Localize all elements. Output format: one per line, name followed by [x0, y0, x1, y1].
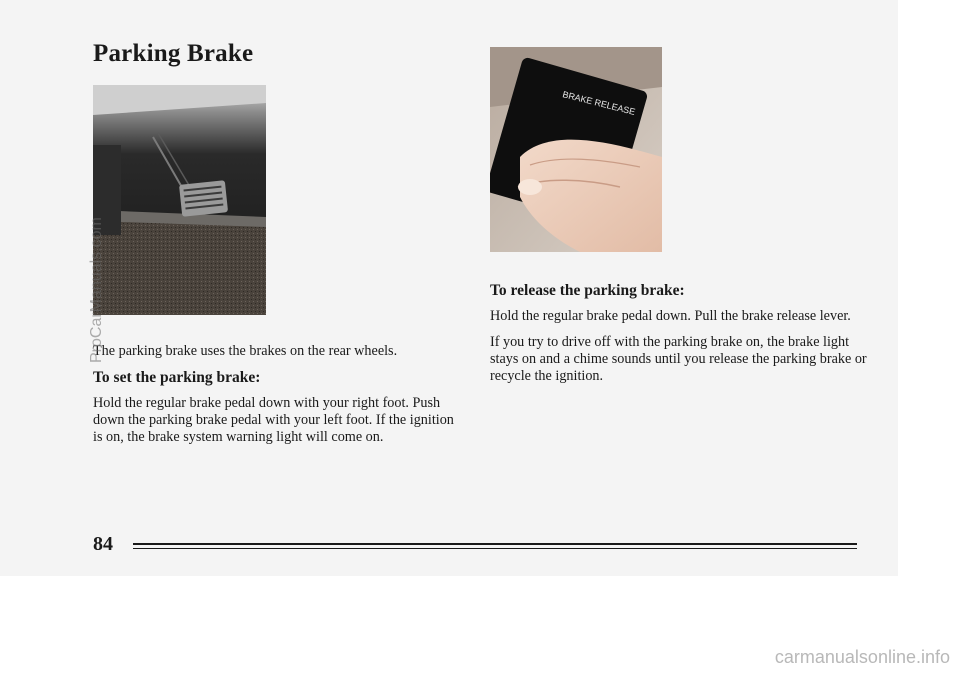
right-column: [490, 282, 870, 394]
set-parking-brake-text: Hold the regular brake pedal down with your right foot. Push down the parking brake pedal with your left foot. If the ignition is on, the brake system warning light will come on.: [93, 395, 454, 445]
intro-paragraph: The parking brake uses the brakes on the rear wheels.: [93, 343, 398, 359]
set-parking-brake-heading: To set the parking brake:: [93, 369, 261, 386]
page-number: 84: [93, 533, 113, 555]
brake-release-lever-photo: [490, 47, 662, 252]
left-column: [93, 343, 463, 455]
bottom-watermark: carmanualsonline.info: [774, 647, 950, 667]
footer-rule: [133, 543, 857, 545]
brake-release-label: BRAKE RELEASE: [561, 89, 637, 117]
release-parking-brake-text: Hold the regular brake pedal down. Pull the brake release lever.: [490, 308, 851, 324]
footer-rule-thin: [133, 548, 857, 549]
chime-warning-text: If you try to drive off with the parking brake on, the brake light stays on and a chime sounds until you release the parking brake or recycle the ignition.: [490, 334, 867, 384]
parking-brake-pedal-photo: [93, 85, 266, 315]
release-parking-brake-heading: To release the parking brake:: [490, 282, 685, 299]
side-watermark: ProCarManuals.com: [88, 217, 105, 363]
page-title: Parking Brake: [93, 40, 254, 67]
